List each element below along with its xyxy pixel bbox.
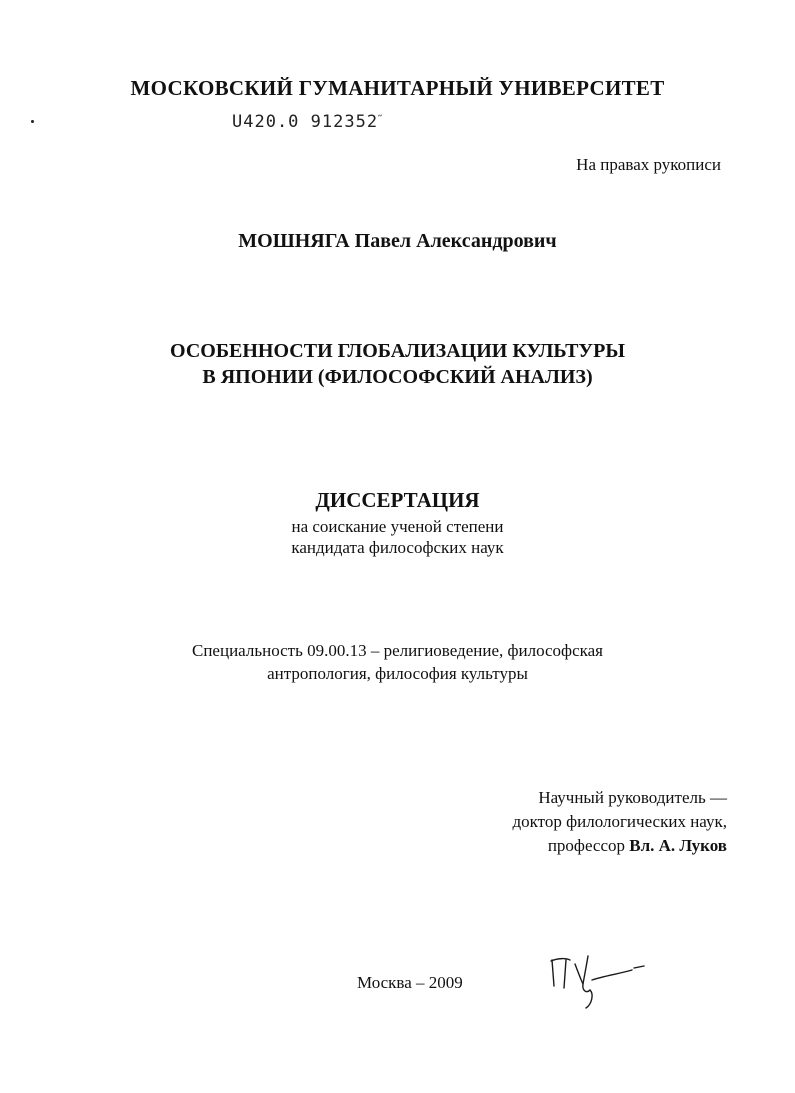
- library-stamp-mark: ˝: [378, 112, 382, 126]
- handwritten-signature: [548, 950, 648, 1010]
- title-line-2: В ЯПОНИИ (ФИЛОСОФСКИЙ АНАЛИЗ): [202, 366, 593, 388]
- degree-statement: [0, 516, 795, 558]
- specialty-statement: [0, 639, 795, 685]
- degree-line-1: на соискание ученой степени: [291, 517, 504, 536]
- manuscript-note: На правах рукописи: [576, 155, 721, 174]
- supervisor-line-2: доктор филологических наук,: [512, 812, 727, 831]
- supervisor-line-3: [512, 834, 727, 858]
- library-stamp-number: U420.0 912352: [232, 112, 379, 132]
- author-name: МОШНЯГА Павел Александрович: [238, 230, 557, 252]
- specialty-line-2: антропология, философия культуры: [267, 664, 528, 683]
- supervisor-name: Вл. А. Луков: [629, 836, 727, 855]
- degree-line-2: кандидата философских наук: [291, 538, 504, 557]
- university-name: МОСКОВСКИЙ ГУМАНИТАРНЫЙ УНИВЕРСИТЕТ: [130, 76, 665, 100]
- specialty-line-1: Специальность 09.00.13 – религиоведение, философская: [192, 641, 603, 660]
- city-year: Москва – 2009: [357, 973, 463, 992]
- supervisor-line-1: Научный руководитель —: [538, 788, 727, 807]
- document-type: ДИССЕРТАЦИЯ: [315, 488, 480, 512]
- supervisor-block: [512, 786, 727, 858]
- scan-speck: [31, 120, 34, 123]
- title-line-1: ОСОБЕННОСТИ ГЛОБАЛИЗАЦИИ КУЛЬТУРЫ: [170, 340, 625, 362]
- supervisor-title: профессор: [547, 836, 630, 855]
- dissertation-title: [0, 338, 795, 390]
